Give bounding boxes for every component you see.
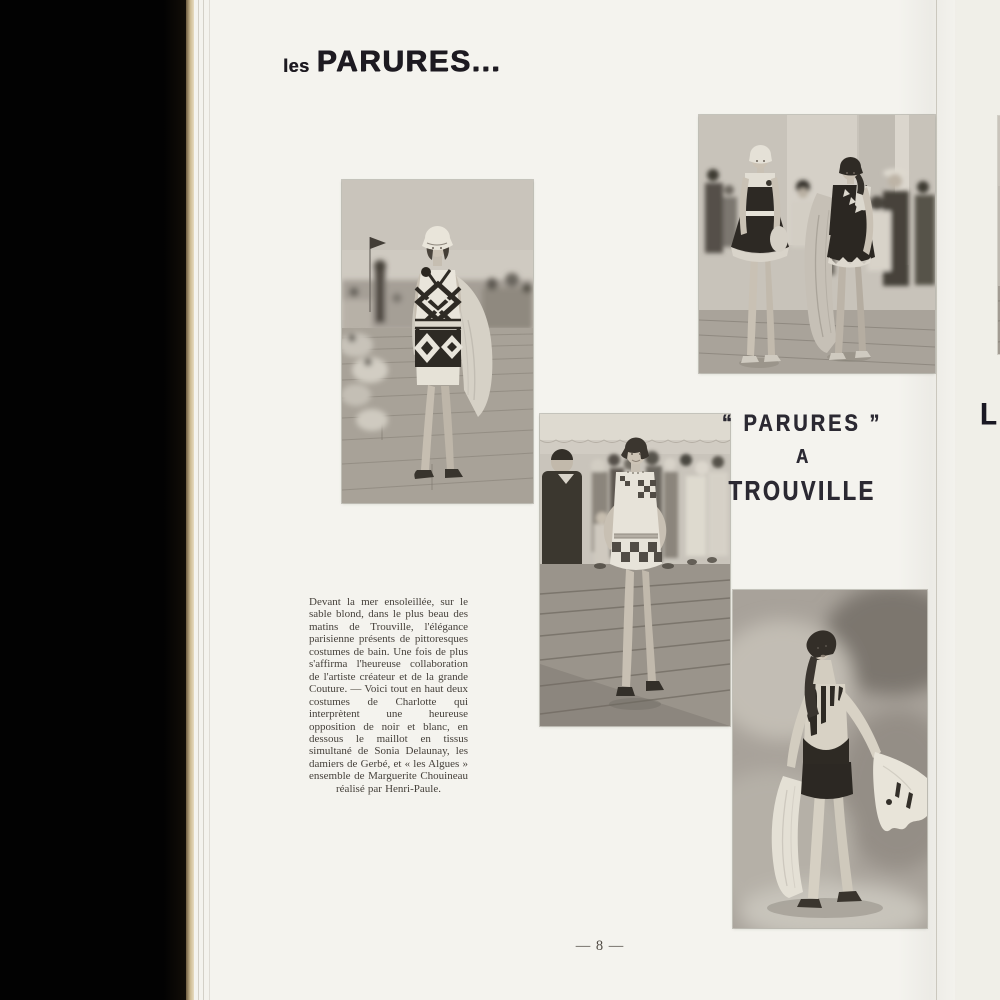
page-title xyxy=(283,47,501,77)
photo-charlotte-illustration xyxy=(699,115,935,373)
photo-gerbe-checker-costume xyxy=(540,414,730,726)
heading-line-trouville: TROUVILLE xyxy=(728,474,876,507)
heading-line-a: A xyxy=(795,444,809,468)
photo-gerbe-illustration xyxy=(540,414,730,726)
photo-algues-illustration xyxy=(733,590,927,928)
photo-algues-studio xyxy=(733,590,927,928)
title-prefix: les xyxy=(283,56,310,76)
page-edge-line xyxy=(209,0,210,1000)
page-gutter-crease xyxy=(936,0,937,1000)
photo-delaunay-illustration xyxy=(342,180,533,503)
page-edge-line xyxy=(198,0,199,1000)
title-main: PARURES... xyxy=(316,45,501,78)
photo-delaunay-swimsuit xyxy=(342,180,533,503)
article-heading xyxy=(703,410,901,507)
photo-charlotte-costumes xyxy=(699,115,935,373)
heading-line-parures: “ PARURES ” xyxy=(721,410,883,438)
book-spine-edge xyxy=(186,0,194,1000)
page-edge-line xyxy=(203,0,204,1000)
page-number: — 8 — xyxy=(575,938,625,954)
facing-page-headline-fragment: L xyxy=(980,396,997,432)
facing-page-edge xyxy=(955,0,1000,1000)
scanner-background xyxy=(0,0,186,1000)
caption-text: Devant la mer ensoleillée, sur le sable blond, dans le plus beau des matins de Trouville, l'élégance parisienne présents de pittoresques costumes de bain. Une fois de plus s'affirma l'heureuse collaboration de l'artiste créateur et de la grande Couture. — Voici tout en haut deux costumes de Charlotte qui interprètent une heureuse opposition de noir et blanc, en dessous le maillot en tissus simultané de Sonia Delaunay, les damiers de Gerbé, et « les Algues » ensemble de Marguerite Chouineau réalisé par Henri-Paule. xyxy=(309,596,468,795)
